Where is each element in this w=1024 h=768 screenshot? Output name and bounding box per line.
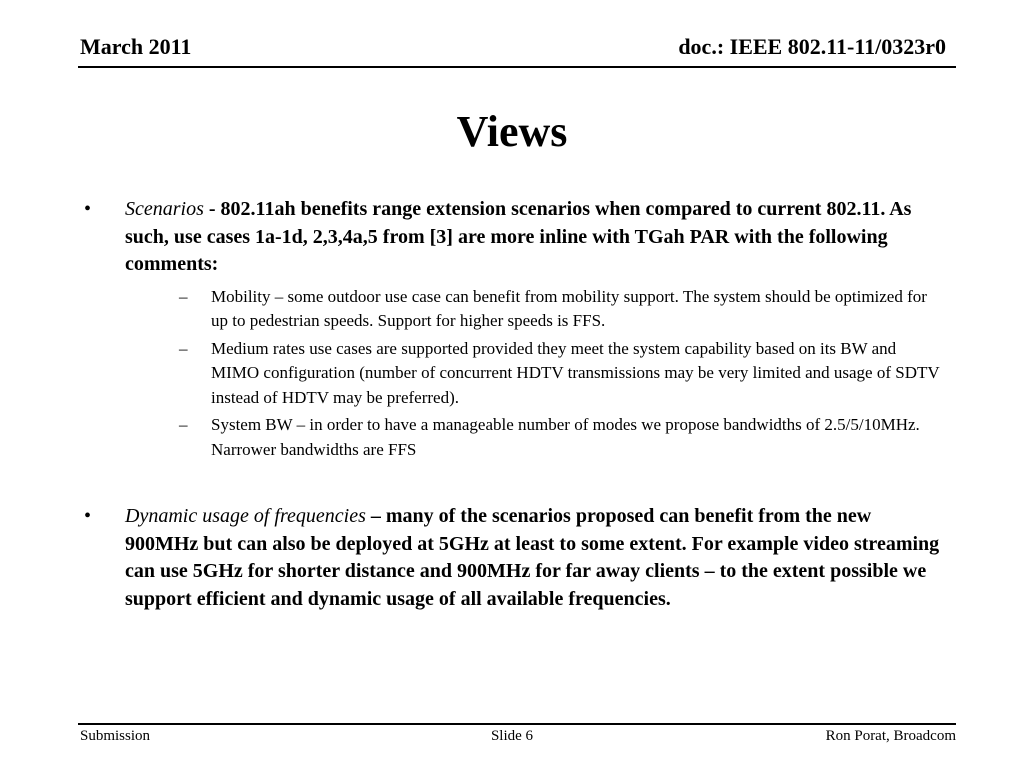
header-doc-id: doc.: IEEE 802.11-11/0323r0	[678, 34, 946, 59]
slide-body	[84, 196, 944, 613]
bullet-scenarios	[84, 196, 944, 462]
bullet-icon: •	[84, 505, 92, 527]
dash-icon: –	[179, 338, 188, 358]
header-divider	[78, 66, 956, 68]
sub-bullet-text: Mobility – some outdoor use case can benefit from mobility support. The system should be optimized for up to pedestrian speeds. Support for higher speeds is FFS.	[211, 286, 927, 330]
sub-bullet-medium-rates	[125, 337, 944, 411]
sub-bullet-mobility	[125, 285, 944, 334]
footer-divider	[78, 723, 956, 725]
bullet-icon: •	[84, 198, 92, 220]
sub-bullet-text: System BW – in order to have a manageable number of modes we propose bandwidths of 2.5/5/10MHz. Narrower bandwidths are FFS	[211, 415, 920, 459]
bullet-text: - 802.11ah benefits range extension scenarios when compared to current 802.11. As such, use cases 1a-1d, 2,3,4a,5 from [3] are more inline with TGah PAR with the following comments:	[125, 198, 912, 275]
bullet-text: – many of the scenarios proposed can benefit from the new 900MHz but can also be deployed at 5GHz at least to some extent. For example video streaming can use 5GHz for shorter distance and 900MHz for far away clients – to the extent possible we support efficient and dynamic usage of all available frequencies.	[125, 505, 940, 610]
footer-author: Ron Porat, Broadcom	[825, 728, 956, 744]
header-date: March 2011	[80, 34, 192, 59]
sub-bullet-system-bw	[125, 413, 944, 462]
sub-bullet-text: Medium rates use cases are supported provided they meet the system capability based on its BW and MIMO configuration (number of concurrent HDTV transmissions may be very limited and usage of SDTV instead of HDTV may be preferred).	[211, 338, 940, 407]
footer-submission: Submission	[80, 728, 151, 744]
dash-icon: –	[179, 415, 188, 434]
sub-bullet-list	[125, 285, 944, 463]
slide-title: Views	[456, 107, 568, 156]
bullet-lead: Scenarios	[125, 198, 204, 220]
bullet-dynamic-usage	[84, 503, 944, 613]
bullet-lead: Dynamic usage of frequencies	[125, 505, 366, 527]
footer-slide-number: Slide 6	[490, 728, 534, 744]
dash-icon: –	[179, 286, 188, 306]
